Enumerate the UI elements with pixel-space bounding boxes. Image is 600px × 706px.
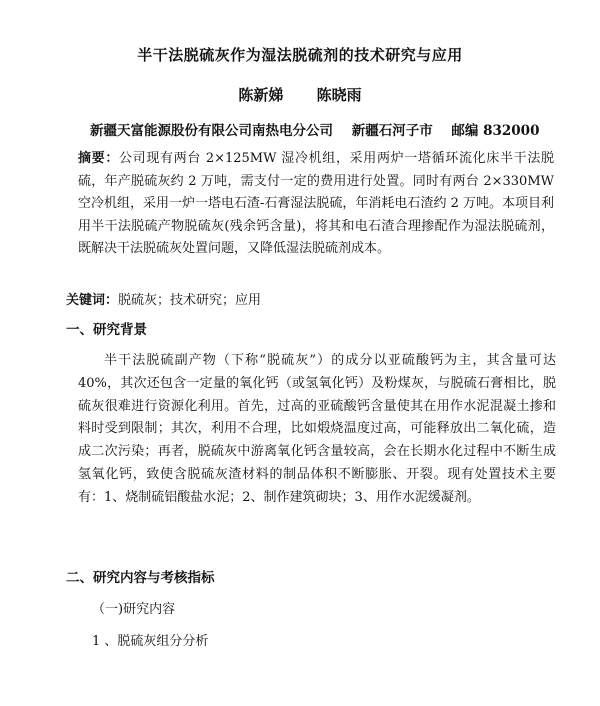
affiliation-company: 新疆天富能源股份有限公司南热电分公司 <box>90 123 333 139</box>
abstract-label: 摘要： <box>78 151 120 166</box>
abstract-paragraph <box>78 148 554 261</box>
paper-title: 半干法脱硫灰作为湿法脱硫剂的技术研究与应用 <box>137 46 463 64</box>
background-paragraph: 半干法脱硫副产物（下称“脱硫灰”）的成分以亚硫酸钙为主，其含量可达 40%，其次还包含一定量的氧化钙（或氢氧化钙）及粉煤灰，与脱硫石膏相比，脱硫灰很难进行资源化利用。首先，过高的亚硫酸钙含量使其在用作水泥混凝土掺和料时受到限制；其次，利用不合理，比如煅烧温度过高，可能释放出二氧化硫，造成二次污染；再者，脱硫灰中游离氧化钙含量较高，会在长期水化过程中不断生成氢氧化钙，致使含脱硫灰渣材料的制品体积不断膨胀、开裂。现有处置技术主要有：1、烧制硫铝酸盐水泥；2、制作建筑砌块；3、用作水泥缓凝剂。 <box>78 353 556 505</box>
keywords-line <box>66 289 556 308</box>
author-list <box>0 84 600 105</box>
subsection-heading: （一)研究内容 <box>92 602 176 617</box>
section-heading-background: 一、研究背景 <box>66 322 147 338</box>
author-name: 陈晓雨 <box>316 86 362 104</box>
affiliation-line <box>90 119 590 139</box>
section-heading-research-content: 二、研究内容与考核指标 <box>66 570 215 586</box>
author-name: 陈新娣 <box>238 86 284 104</box>
abstract-text: 公司现有两台 2×125MW 湿冷机组，采用两炉一塔循环流化床半干法脱硫，年产脱硫灰约 2 万吨，需支付一定的费用进行处置。同时有两台 2×330MW 空冷机组，采用一炉一塔电石渣-石膏湿法脱硫，年消耗电石渣约 2 万吨。本项目利用半干法脱硫产物脱硫灰(残余钙含量)，将其和电石渣合理掺配作为湿法脱硫剂，既解决干法脱硫灰处置问题，又降低湿法脱硫剂成本。 <box>78 151 554 256</box>
affiliation-postcode: 邮编 832000 <box>451 123 540 139</box>
affiliation-location: 新疆石河子市 <box>351 123 433 139</box>
keywords-text: 脱硫灰；技术研究；应用 <box>118 293 262 308</box>
subsection-item: 1 、脱硫灰组分分析 <box>92 634 209 649</box>
keywords-label: 关键词： <box>66 293 119 308</box>
